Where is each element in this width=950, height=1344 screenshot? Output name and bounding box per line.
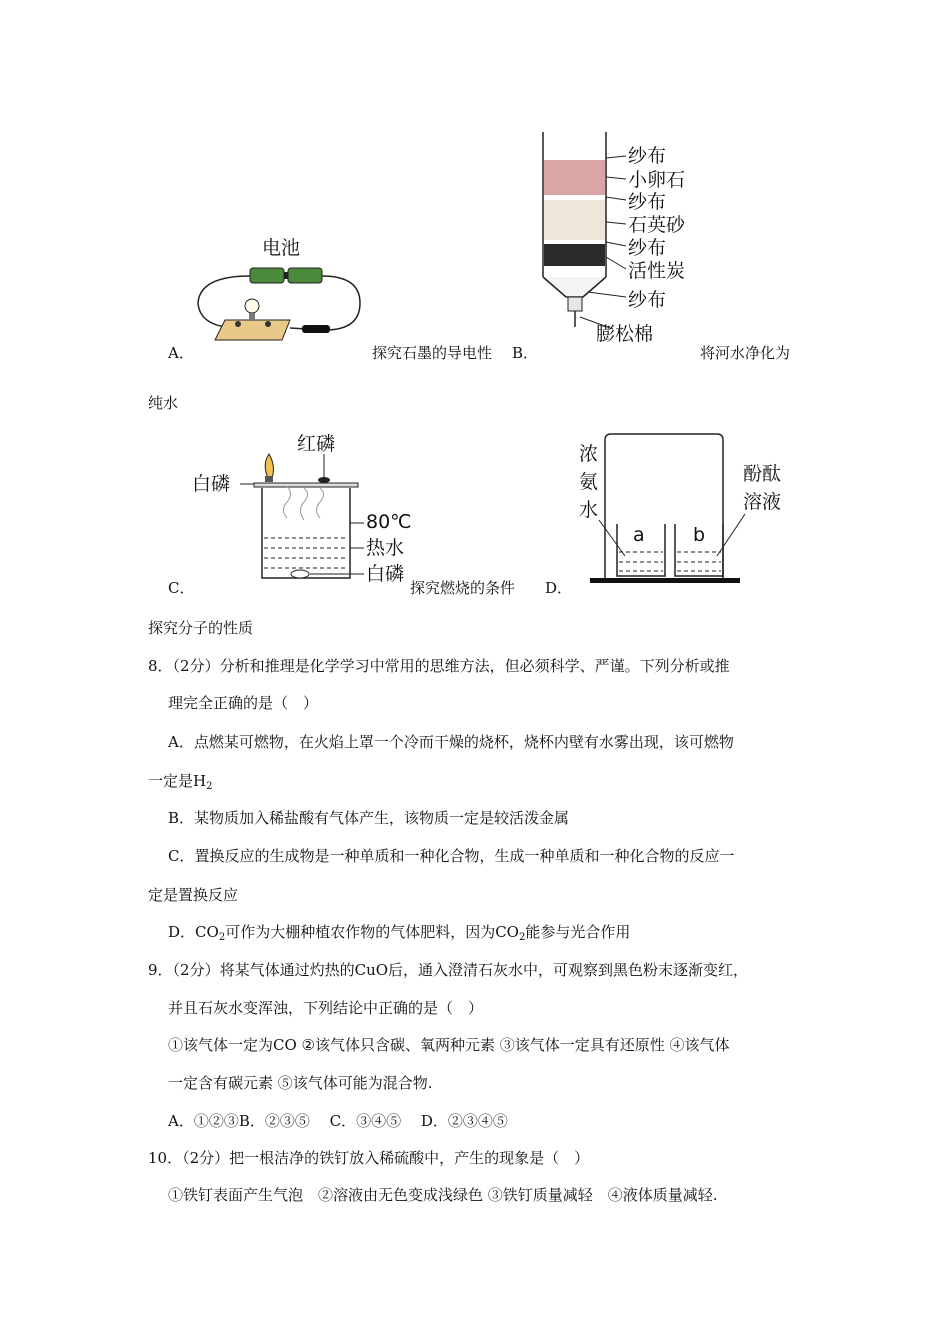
figure-d-molecules <box>575 428 805 588</box>
activated-carbon-layer <box>544 244 605 266</box>
fig-b-caption: 将河水净化为 <box>700 344 791 362</box>
bell-jar <box>605 434 723 578</box>
q8-option-a-line1: A．点燃某可燃物，在火焰上罩一个冷而干燥的烧杯，烧杯内壁有水雾出现，该可燃物 <box>168 733 734 751</box>
label-phenolphthalein-1: 酚酞 <box>743 463 782 485</box>
copper-plate <box>254 483 358 487</box>
white-phosphorus-underwater <box>291 570 309 578</box>
beaker-b-label: b <box>693 524 706 546</box>
figure-b-filter <box>538 132 698 354</box>
fig-d-caption: 探究分子的性质 <box>148 619 254 637</box>
fig-c-caption: 探究燃烧的条件 <box>410 579 516 597</box>
label-phenolphthalein-2: 溶液 <box>743 491 782 513</box>
layer-label-6: 活性炭 <box>628 260 686 282</box>
lamp-base-board <box>215 320 290 340</box>
q8-stem-line1: 8．（2分）分析和推理是化学学习中常用的思维方法，但必须科学、严谨。下列分析或推 <box>148 657 730 675</box>
q8-option-b: B．某物质加入稀盐酸有气体产生，该物质一定是较活泼金属 <box>168 809 570 827</box>
fig-b-caption-cont: 纯水 <box>148 394 179 412</box>
figure-c-combustion <box>192 428 412 588</box>
graphite-rod <box>302 325 330 333</box>
wire-right <box>322 276 360 330</box>
q9-items-line1: ①该气体一定为CO ②该气体只含碳、氧两种元素 ③该气体一定具有还原性 ④该气体 <box>168 1036 730 1054</box>
quartz-sand-layer <box>544 200 605 240</box>
layer-label-2: 小卵石 <box>628 169 686 191</box>
flame-icon <box>265 454 273 478</box>
pebble-layer <box>544 160 605 195</box>
label-white-phosphorus-top: 白磷 <box>192 473 231 495</box>
figure-a-circuit <box>190 228 370 350</box>
fig-b-letter: B． <box>512 344 539 362</box>
label-temperature: 80℃ <box>366 511 412 533</box>
fig-d-letter: D． <box>545 579 573 597</box>
q8-stem-line2: 理完全正确的是（ ） <box>168 694 319 712</box>
layer-label-8: 膨松棉 <box>596 323 654 345</box>
q8-option-d: D．$CO_2$可作为大棚种植农作物的气体肥料，因为$CO_2$能参与光合作用 <box>168 923 631 943</box>
q10-stem: 10．（2分）把一根洁净的铁钉放入稀硫酸中，产生的现象是（ ） <box>148 1149 590 1167</box>
layer-label-3: 纱布 <box>628 191 667 213</box>
label-red-phosphorus: 红磷 <box>297 433 336 455</box>
label-white-phosphorus-bottom: 白磷 <box>366 563 405 585</box>
bulb-icon <box>245 299 259 313</box>
q9-options: A．①②③B．②③⑤ C．③④⑤ D．②③④⑤ <box>168 1112 508 1130</box>
label-ammonia-2: 氨 <box>579 471 599 493</box>
q9-stem-line2: 并且石灰水变浑浊，下列结论中正确的是（ ） <box>168 999 484 1017</box>
layer-label-5: 纱布 <box>628 237 667 259</box>
q8-option-c-line1: C．置换反应的生成物是一种单质和一种化合物，生成一种单质和一种化合物的反应一 <box>168 847 735 865</box>
battery-cell-2 <box>288 268 322 283</box>
battery-label: 电池 <box>262 237 301 259</box>
q10-items: ①铁钉表面产生气泡 ②溶液由无色变成浅绿色 ③铁钉质量减轻 ④液体质量减轻. <box>168 1186 718 1204</box>
label-hot-water: 热水 <box>366 537 405 559</box>
layer-label-7: 纱布 <box>628 289 667 311</box>
beaker-c <box>262 488 350 578</box>
q9-items-line2: 一定含有碳元素 ⑤该气体可能为混合物. <box>168 1074 433 1092</box>
label-ammonia-3: 水 <box>579 499 599 521</box>
q8-option-a-line2: 一定是$H_2$ <box>148 772 213 792</box>
q8-option-c-line2: 定是置换反应 <box>148 886 239 904</box>
base-plate <box>590 578 740 583</box>
fig-a-caption: 探究石墨的导电性 <box>372 344 493 362</box>
battery-cell-1 <box>250 268 284 283</box>
label-ammonia-1: 浓 <box>579 443 599 465</box>
layer-label-4: 石英砂 <box>628 214 686 236</box>
fig-a-letter: A． <box>168 344 194 362</box>
fig-c-letter: C． <box>168 579 195 597</box>
q9-stem-line1: 9．（2分）将某气体通过灼热的CuO后，通入澄清石灰水中，可观察到黑色粉末逐渐变红， <box>148 961 749 979</box>
beaker-a-label: a <box>633 524 645 546</box>
filter-outlet <box>568 297 582 311</box>
layer-label-1: 纱布 <box>628 145 667 167</box>
